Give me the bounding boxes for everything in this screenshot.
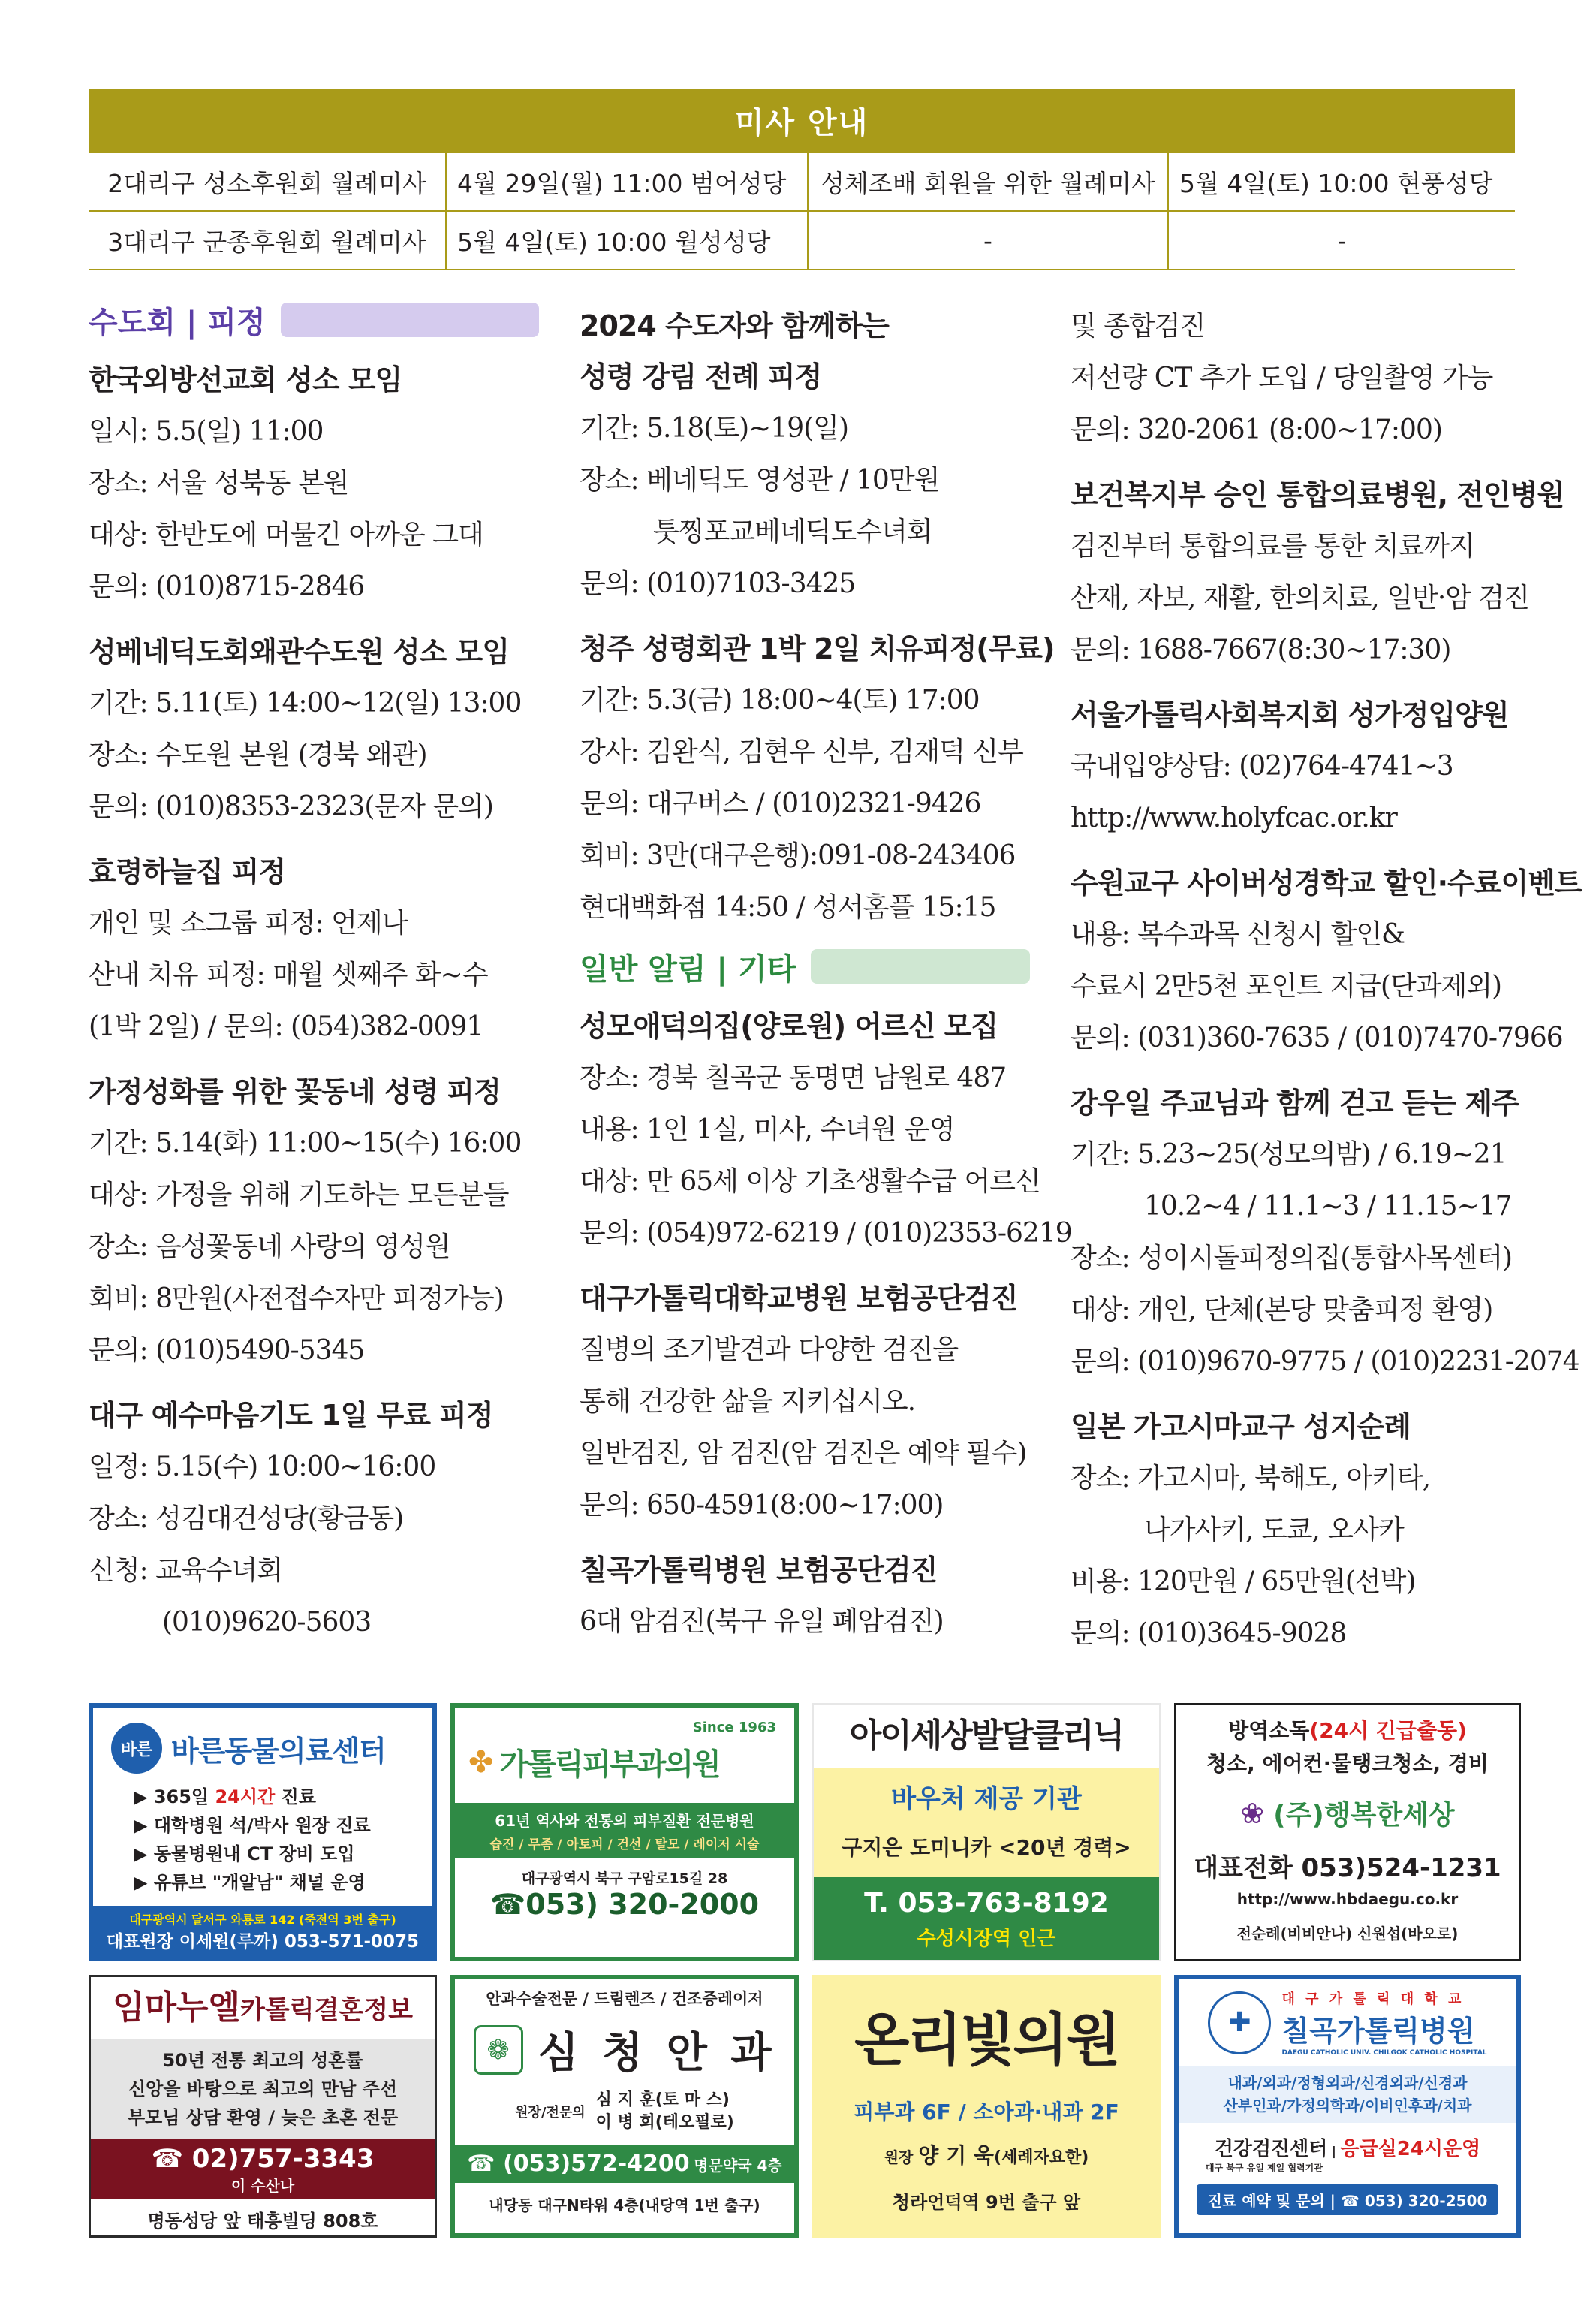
notice-line: 대상: 가정을 위해 기도하는 모든분들 bbox=[89, 1180, 509, 1210]
ad-url[interactable]: http://www.hbdaegu.co.kr bbox=[1236, 1890, 1459, 1908]
notice-line: 문의: 대구버스 / (010)2321-9426 bbox=[580, 788, 981, 819]
notice-item bbox=[1071, 689, 1521, 844]
ad-title-sub: 카톨릭결혼정보 bbox=[240, 1995, 413, 2025]
notice-line: 대상: 한반도에 머물긴 아까운 그대 bbox=[89, 520, 483, 550]
notice-line: 장소: 수도원 본원 (경북 왜관) bbox=[89, 740, 427, 770]
ad-line: 건강검진센터 bbox=[1214, 2138, 1328, 2160]
ad-title: 온리빛의원 bbox=[854, 2006, 1119, 2073]
ad-line: 신앙을 바탕으로 최고의 만남 주선 bbox=[128, 2078, 397, 2100]
notice-item bbox=[580, 623, 1055, 933]
section-bar bbox=[281, 303, 539, 337]
mass-cell: 2대리구 성소후원회 월례미사 bbox=[89, 152, 446, 211]
notice-title: 가정성화를 위한 꽃동네 성령 피정 bbox=[89, 1075, 501, 1108]
ad-marriage[interactable] bbox=[89, 1975, 437, 2238]
ad-footer bbox=[91, 2139, 435, 2199]
notice-line: 산내 치유 피정: 매월 셋째주 화~수 bbox=[89, 960, 488, 990]
ad-address: 대구광역시 북구 구암로15길 28 bbox=[521, 1870, 728, 1887]
ad-phone: 진료 예약 및 문의 | ☎ 053) 320-2500 bbox=[1197, 2184, 1498, 2215]
notice-line: 비용: 120만원 / 65만원(선박) bbox=[1071, 1566, 1416, 1597]
ad-title: 임마누엘 bbox=[113, 1988, 241, 2027]
clinic-logo-icon: 바른 bbox=[111, 1723, 162, 1774]
ad-bullet: ▶ 유튜브 "개알남" 채널 운영 bbox=[134, 1872, 366, 1893]
notice-line: 문의: 1688-7667(8:30~17:30) bbox=[1071, 635, 1451, 665]
ad-bullet-text: 진료 bbox=[275, 1786, 316, 1807]
notice-line: 장소: 서울 성북동 본원 bbox=[89, 468, 349, 499]
ad-doctor: 심 지 훈(토 마 스) bbox=[595, 2090, 730, 2109]
notice-line: 검진부터 통합의료를 통한 치료까지 bbox=[1071, 531, 1474, 562]
ad-chilgok-hospital[interactable]: ✚ 대 구 가 톨 릭 대 학 교 칠곡가톨릭병원 DAEGU CATHOLIC UNIV. CHILGOK CATHOLIC HOSPITAL 내과/외과/정형외과/신경외과/신경과 산부인과/가정의학과/이비인후과/치과 건강검진센터 | 응급실24시운영 대구 북구 유일 제일 협력기관 진료 예약 및 문의 | ☎ 053) 320-2500 bbox=[1174, 1975, 1521, 2238]
notice-line: 6대 암검진(북구 유일 폐암검진) bbox=[580, 1606, 944, 1637]
notice-line: (1박 2일) / 문의: (054)382-0091 bbox=[89, 1011, 483, 1042]
notice-line: 대상: 개인, 단체(본당 맞춤피정 환영) bbox=[1071, 1295, 1493, 1325]
ad-band bbox=[455, 1803, 794, 1858]
section-title: 일반 알림 | 기타 bbox=[580, 951, 796, 987]
notice-line: 문의: 650-4591(8:00~17:00) bbox=[580, 1490, 944, 1521]
ad-band bbox=[1179, 2066, 1516, 2123]
column-3 bbox=[1071, 300, 1582, 1673]
notice-title: 성령 강림 전례 피정 bbox=[580, 360, 822, 393]
notice-line: 일시: 5.5(일) 11:00 bbox=[89, 416, 324, 447]
notice-line: 문의: (031)360-7635 / (010)7470-7966 bbox=[1071, 1023, 1563, 1054]
ad-eye-clinic[interactable] bbox=[450, 1975, 799, 2238]
ad-title: (주)행복한세상 bbox=[1273, 1800, 1455, 1831]
notice-line: 통해 건강한 삶을 지키십시오. bbox=[580, 1386, 916, 1417]
mass-cell: - bbox=[808, 211, 1168, 270]
ad-highlight: 24시간 bbox=[215, 1786, 276, 1807]
mass-cell: 3대리구 군종후원회 월례미사 bbox=[89, 211, 446, 270]
mass-cell: 5월 4일(토) 10:00 월성성당 bbox=[446, 211, 808, 270]
notice-line: 기간: 5.11(토) 14:00~12(일) 13:00 bbox=[89, 688, 522, 719]
ad-title: 아이세상발달클리닉 bbox=[814, 1705, 1159, 1768]
handshake-icon: ❀ bbox=[1240, 1796, 1265, 1830]
ad-dermatology[interactable] bbox=[450, 1703, 799, 1961]
notice-line: 산재, 자보, 재활, 한의치료, 일반·암 검진 bbox=[1071, 583, 1530, 613]
ad-title: 칠곡가톨릭병원 bbox=[1281, 2015, 1475, 2048]
ad-role: 원장/전문의 bbox=[515, 2105, 586, 2121]
notice-line: 저선량 CT 추가 도입 / 당일촬영 가능 bbox=[1071, 363, 1493, 393]
ad-phone: ☎ 02)757-3343 bbox=[151, 2144, 375, 2174]
notice-title: 수원교구 사이버성경학교 할인·수료이벤트 bbox=[1071, 867, 1582, 900]
section-header bbox=[89, 300, 539, 339]
ad-since: Since 1963 bbox=[692, 1720, 776, 1735]
notice-line: 나가사키, 도쿄, 오사카 bbox=[1144, 1515, 1404, 1545]
section-title: 수도회 | 피정 bbox=[89, 305, 266, 340]
notice-title: 성모애덕의집(양로원) 어르신 모집 bbox=[580, 1010, 998, 1043]
notice-line: 대상: 만 65세 이상 기초생활수급 어르신 bbox=[580, 1166, 1040, 1197]
notice-title: 강우일 주교님과 함께 걷고 듣는 제주 bbox=[1071, 1087, 1519, 1120]
notice-title: 대구가톨릭대학교병원 보험공단검진 bbox=[580, 1282, 1018, 1315]
notice-title: 서울가톨릭사회복지회 성가정입양원 bbox=[1071, 698, 1509, 731]
notice-line: 회비: 3만(대구은행):091-08-243406 bbox=[580, 840, 1016, 871]
ad-onlybit-clinic[interactable] bbox=[812, 1975, 1161, 2238]
notice-item bbox=[89, 354, 539, 613]
notice-title: 일본 가고시마교구 성지순례 bbox=[1071, 1410, 1411, 1443]
notice-line: 질병의 조기발견과 다양한 검진을 bbox=[580, 1334, 959, 1365]
ad-subtitle: 바우처 제공 기관 bbox=[891, 1784, 1082, 1814]
ad-bullets bbox=[134, 1783, 432, 1897]
notice-title: 청주 성령회관 1박 2일 치유피정(무료) bbox=[580, 632, 1055, 665]
ad-animal-clinic[interactable] bbox=[89, 1703, 437, 1961]
notice-item bbox=[89, 1390, 539, 1648]
notice-item bbox=[1071, 300, 1521, 456]
mass-cell: 성체조배 회원을 위한 월례미사 bbox=[808, 152, 1168, 211]
ad-band bbox=[814, 1768, 1159, 1877]
ad-child-clinic[interactable] bbox=[812, 1703, 1161, 1961]
notice-title: 성베네딕도회왜관수도원 성소 모임 bbox=[89, 635, 510, 668]
notice-item bbox=[1071, 1078, 1579, 1388]
ad-phone: T. 053-763-8192 bbox=[864, 1888, 1109, 1919]
notice-line: 기간: 5.18(토)~19(일) bbox=[580, 413, 848, 444]
notice-line: 강사: 김완식, 김현우 신부, 김재덕 신부 bbox=[580, 737, 1023, 767]
ad-role: 원장 bbox=[884, 2148, 919, 2166]
ad-bullet-text: ▶ 365일 bbox=[134, 1786, 215, 1807]
notice-line: 수료시 2만5천 포인트 지급(단과제외) bbox=[1071, 971, 1502, 1002]
ad-note: 대구 북구 유일 제일 협력기관 bbox=[1206, 2163, 1323, 2173]
notice-line: 문의: 320-2061 (8:00~17:00) bbox=[1071, 414, 1442, 445]
notice-line: 기간: 5.23~25(성모의밤) / 6.19~21 bbox=[1071, 1139, 1507, 1170]
ad-bullet bbox=[134, 1783, 432, 1811]
ad-bullet: ▶ 동물병원내 CT 장비 도입 bbox=[134, 1843, 355, 1864]
notice-title: 보건복지부 승인 통합의료병원, 전인병원 bbox=[1071, 478, 1564, 511]
notice-line: 10.2~4 / 11.1~3 / 11.15~17 bbox=[1144, 1191, 1512, 1222]
mass-header: 미사 안내 bbox=[89, 89, 1515, 152]
notice-line: 기간: 5.14(화) 11:00~15(수) 16:00 bbox=[89, 1128, 522, 1159]
notice-line: 장소: 성김대건성당(황금동) bbox=[89, 1503, 404, 1534]
hospital-seal-icon: ✚ bbox=[1208, 1991, 1271, 2054]
notice-item bbox=[580, 300, 1030, 610]
mass-schedule bbox=[89, 89, 1515, 270]
mass-row bbox=[89, 211, 1515, 270]
mass-cell: 5월 4일(토) 10:00 현풍성당 bbox=[1168, 152, 1515, 211]
ad-line: 50년 전통 최고의 성혼률 bbox=[162, 2050, 363, 2071]
ad-bullet: ▶ 대학병원 석/박사 원장 진료 bbox=[134, 1815, 371, 1836]
ad-line: 부모님 상담 환영 / 늦은 초혼 전문 bbox=[127, 2107, 399, 2128]
ad-doctor: 이 병 희(테오필로) bbox=[595, 2113, 734, 2132]
notice-line: 장소: 음성꽃동네 사랑의 영성원 bbox=[89, 1231, 450, 1262]
notice-line: 회비: 8만원(사전접수자만 피정가능) bbox=[89, 1283, 504, 1314]
mass-row bbox=[89, 152, 1515, 211]
ad-location: 수성시장역 인근 bbox=[917, 1928, 1056, 1950]
notice-title: 대구 예수마음기도 1일 무료 피정 bbox=[89, 1399, 493, 1432]
section-header bbox=[580, 947, 1030, 986]
notice-line: 장소: 가고시마, 북해도, 아키타, bbox=[1071, 1463, 1431, 1494]
notice-item bbox=[580, 1545, 1030, 1647]
ad-footer bbox=[93, 1906, 432, 1957]
notice-line: 일반검진, 암 검진(암 검진은 예약 필수) bbox=[580, 1438, 1027, 1469]
notice-line: 문의: (010)5490-5345 bbox=[89, 1335, 365, 1366]
notice-line: 문의: (010)8715-2846 bbox=[89, 571, 365, 602]
notice-line: 일정: 5.15(수) 10:00~16:00 bbox=[89, 1451, 436, 1482]
notice-title: 칠곡가톨릭병원 보험공단검진 bbox=[580, 1554, 938, 1587]
ad-line: 청소, 에어컨·물탱크청소, 경비 bbox=[1206, 1751, 1489, 1776]
notice-item bbox=[89, 626, 539, 833]
ad-subtitle: 61년 역사와 전통의 피부질환 전문병원 bbox=[495, 1812, 754, 1830]
ad-location: 내당동 대구N타워 4층(내당역 1번 출구) bbox=[489, 2196, 760, 2214]
notice-line: 내용: 복수과목 신청시 할인& bbox=[1071, 919, 1405, 950]
website-link[interactable]: http://www.holyfcac.or.kr bbox=[1071, 803, 1397, 833]
ad-location: 청라언덕역 9번 출구 앞 bbox=[892, 2192, 1081, 2213]
section-bar bbox=[811, 949, 1030, 984]
ad-phone: 대표원장 이세원(루까) 053-571-0075 bbox=[106, 1932, 420, 1952]
ad-title: 바른동물의료센터 bbox=[171, 1734, 386, 1768]
notice-line: 내용: 1인 1실, 미사, 수녀원 운영 bbox=[580, 1114, 955, 1145]
mass-cell: 4월 29일(월) 11:00 범어성당 bbox=[446, 152, 808, 211]
cross-icon: ✤ bbox=[468, 1744, 494, 1780]
notice-title: 한국외방선교회 성소 모임 bbox=[89, 363, 402, 396]
ad-band bbox=[91, 2039, 435, 2139]
ad-tags: 습진 / 무좀 / 아토피 / 건선 / 탈모 / 레이저 시술 bbox=[489, 1837, 760, 1852]
ad-phone: 대표전화 053)524-1231 bbox=[1194, 1853, 1501, 1883]
ad-line: 피부과 6F / 소아과·내과 2F bbox=[854, 2100, 1119, 2124]
notice-line: 개인 및 소그룹 피정: 언제나 bbox=[89, 908, 408, 939]
ad-phone: ☎ (053)572-4200 bbox=[467, 2151, 690, 2177]
ad-line: 명문약국 4층 bbox=[694, 2157, 782, 2175]
ad-doctor: 구지은 도미니카 <20년 경력> bbox=[842, 1835, 1131, 1860]
ad-line: 대 구 가 톨 릭 대 학 교 bbox=[1281, 1991, 1465, 2007]
ad-title: 심 청 안 과 bbox=[538, 2029, 776, 2078]
notice-line: 장소: 베네딕도 영성관 / 10만원 bbox=[580, 465, 940, 496]
notice-line: 현대백화점 14:50 / 성서홈플 15:15 bbox=[580, 892, 996, 923]
notice-line: 문의: (010)3645-9028 bbox=[1071, 1618, 1347, 1649]
notice-line: 장소: 성이시돌피정의집(통합사목센터) bbox=[1071, 1243, 1513, 1274]
notice-line: 문의: (054)972-6219 / (010)2353-6219 bbox=[580, 1218, 1072, 1249]
ad-line: (세례자요한) bbox=[993, 2148, 1089, 2167]
mass-table bbox=[89, 152, 1515, 270]
ad-band bbox=[455, 2145, 794, 2183]
notice-line: 문의: (010)8353-2323(문자 문의) bbox=[89, 791, 493, 822]
ad-location: 명동성당 앞 태흥빌딩 808호 bbox=[147, 2211, 378, 2232]
notice-line: 국내입양상담: (02)764-4741~3 bbox=[1071, 751, 1453, 782]
notice-line: 신청: 교육수녀회 bbox=[89, 1555, 283, 1586]
ad-english-name: DAEGU CATHOLIC UNIV. CHILGOK CATHOLIC HOSPITAL bbox=[1281, 2049, 1487, 2057]
notice-item bbox=[89, 846, 539, 1053]
ad-departments: 내과/외과/정형외과/신경외과/신경과 bbox=[1227, 2074, 1468, 2092]
notice-line: 툿찡포교베네딕도수녀회 bbox=[653, 517, 932, 547]
notice-line: 장소: 경북 칠곡군 동명면 남원로 487 bbox=[580, 1063, 1007, 1093]
notice-line: (010)9620-5603 bbox=[162, 1607, 372, 1638]
ad-line: 안과수술전문 / 드림렌즈 / 건조증레이저 bbox=[486, 1990, 763, 2008]
notice-item bbox=[89, 1066, 539, 1376]
notice-item bbox=[580, 1273, 1030, 1531]
notice-line: 기간: 5.3(금) 18:00~4(토) 17:00 bbox=[580, 685, 980, 716]
ad-person: 이 수산나 bbox=[230, 2177, 295, 2195]
mass-cell: - bbox=[1168, 211, 1515, 270]
notice-item bbox=[1071, 858, 1582, 1064]
ad-cleaning[interactable] bbox=[1174, 1703, 1521, 1961]
ad-departments: 산부인과/가정의학과/이비인후과/치과 bbox=[1223, 2097, 1472, 2115]
notice-line: 문의: (010)7103-3425 bbox=[580, 568, 856, 599]
ad-doctor: 양 기 욱 bbox=[918, 2143, 994, 2168]
ad-address: 대구광역시 달서구 와룡로 142 (죽전역 3번 출구) bbox=[129, 1913, 396, 1927]
ad-phone: ☎053) 320-2000 bbox=[489, 1888, 760, 1921]
ad-highlight: 응급실24시운영 bbox=[1340, 2138, 1481, 2160]
notice-title: 효령하늘집 피정 bbox=[89, 855, 286, 888]
ad-names: 전순례(비비안나) 신원섭(바오로) bbox=[1236, 1925, 1459, 1943]
lotus-icon: ❁ bbox=[474, 2025, 523, 2075]
ad-highlight: (24시 긴급출동) bbox=[1309, 1718, 1467, 1743]
notice-item bbox=[1071, 469, 1564, 676]
notice-item bbox=[580, 1001, 1072, 1259]
notice-line: 문의: (010)9670-9775 / (010)2231-2074 bbox=[1071, 1346, 1579, 1377]
ad-line: 방역소독 bbox=[1228, 1718, 1310, 1743]
notice-title: 2024 수도자와 함께하는 bbox=[580, 309, 889, 342]
notice-line: 및 종합검진 bbox=[1071, 311, 1206, 342]
column-2 bbox=[580, 300, 1072, 1661]
ad-footer bbox=[814, 1877, 1159, 1961]
column-1 bbox=[89, 300, 539, 1662]
ad-title: 가톨릭피부과의원 bbox=[499, 1747, 720, 1782]
notice-item bbox=[1071, 1401, 1521, 1659]
